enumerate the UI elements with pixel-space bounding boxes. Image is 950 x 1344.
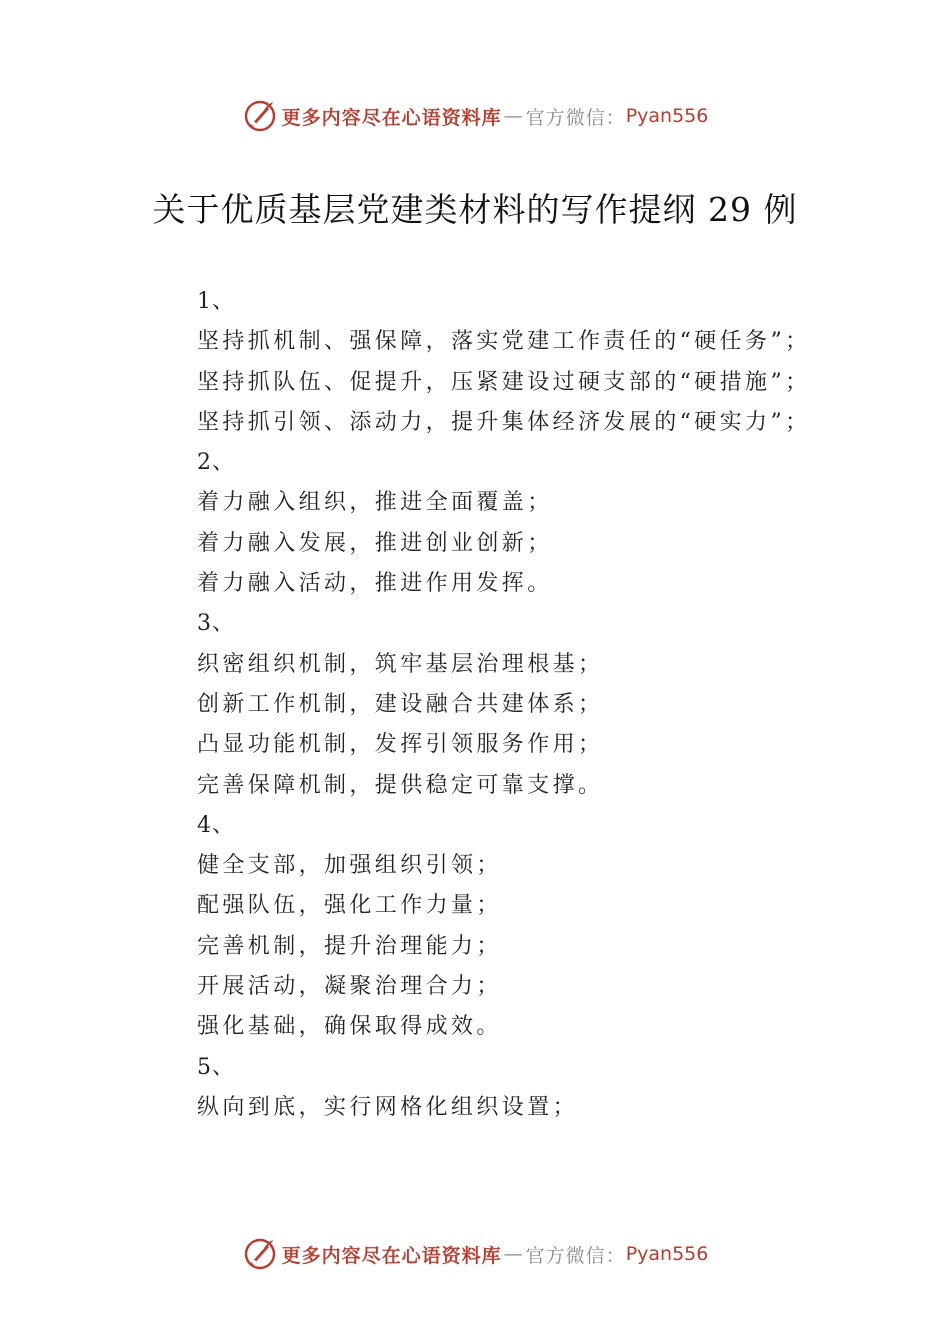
banner-separator: — bbox=[503, 105, 524, 127]
outline-line: 开展活动，凝聚治理合力； bbox=[197, 974, 502, 1000]
outline-line: 坚持抓引领、添动力，提升集体经济发展的“硬实力”； bbox=[197, 409, 811, 435]
outline-line: 织密组织机制，筑牢基层治理根基； bbox=[197, 651, 604, 677]
pen-feather-logo-icon bbox=[242, 1236, 278, 1272]
outline-line: 着力融入活动，推进作用发挥。 bbox=[197, 571, 553, 597]
outline-line: 完善机制，提升治理能力； bbox=[197, 933, 502, 959]
footer-watermark-banner bbox=[0, 1234, 950, 1274]
outline-line: 坚持抓队伍、促提升，压紧建设过硬支部的“硬措施”； bbox=[197, 369, 811, 395]
section-number: 5、 bbox=[197, 1054, 235, 1080]
outline-line: 创新工作机制，建设融合共建体系； bbox=[197, 691, 604, 717]
banner-wechat-id: Pyan556 bbox=[625, 105, 709, 127]
outline-line: 完善保障机制，提供稳定可靠支撑。 bbox=[197, 772, 604, 798]
banner-separator: — bbox=[503, 1243, 524, 1265]
outline-line: 着力融入组织，推进全面覆盖； bbox=[197, 490, 553, 516]
section-number: 3、 bbox=[197, 611, 235, 637]
section-number: 1、 bbox=[197, 289, 235, 314]
outline-line: 坚持抓机制、强保障，落实党建工作责任的“硬任务”； bbox=[197, 329, 811, 355]
outline-line: 健全支部，加强组织引领； bbox=[197, 853, 502, 879]
banner-official-label: 官方微信： bbox=[525, 106, 626, 129]
outline-line: 纵向到底，实行网格化组织设置； bbox=[197, 1094, 579, 1120]
banner-site-name: 更多内容尽在心语资料库 bbox=[281, 1244, 502, 1267]
outline-line: 凸显功能机制，发挥引领服务作用； bbox=[197, 732, 604, 758]
banner-wechat-id: Pyan556 bbox=[625, 1243, 709, 1265]
outline-line: 着力融入发展，推进创业创新； bbox=[197, 530, 553, 556]
outline-line: 强化基础，确保取得成效。 bbox=[197, 1014, 502, 1040]
pen-feather-logo-icon bbox=[242, 98, 278, 134]
banner-site-name: 更多内容尽在心语资料库 bbox=[281, 106, 502, 129]
outline-line: 配强队伍，强化工作力量； bbox=[197, 893, 502, 919]
section-number: 4、 bbox=[197, 812, 235, 838]
banner-official-label: 官方微信： bbox=[525, 1244, 626, 1267]
document-title: 关于优质基层党建类材料的写作提纲 29 例 bbox=[152, 190, 798, 229]
section-number: 2、 bbox=[197, 450, 235, 476]
header-watermark-banner bbox=[0, 96, 950, 136]
document-body bbox=[197, 282, 817, 1128]
